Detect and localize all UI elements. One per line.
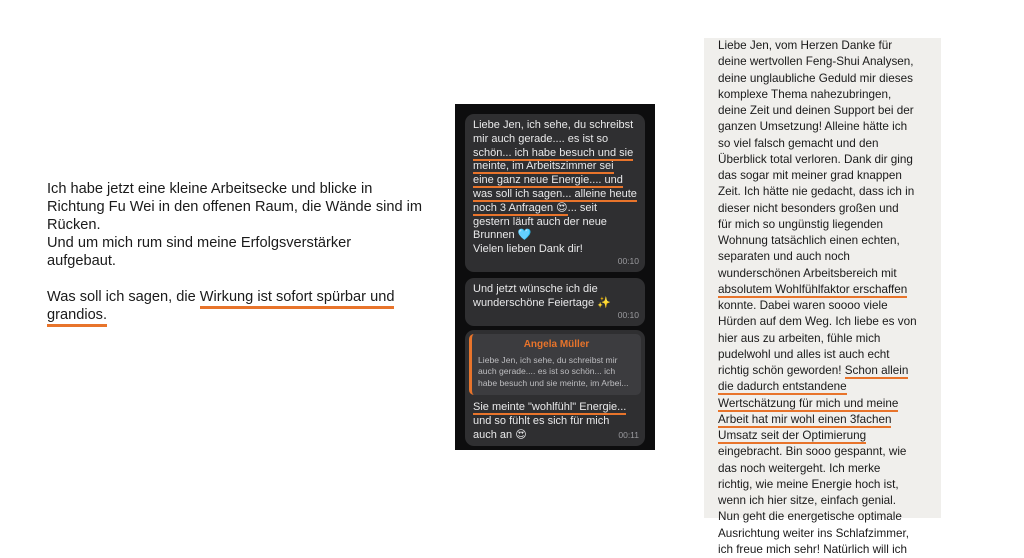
highlighted-text: Wirkung ist sofort spürbar und (200, 289, 395, 309)
message-line (473, 202, 637, 216)
chat-message-bubble (465, 278, 645, 326)
letter-line: deine unglaubliche Geduld mir dieses (718, 71, 913, 85)
message-timestamp: 00:10 (617, 256, 639, 267)
highlighted-text: noch 3 Anfragen 😍 (473, 201, 568, 214)
quoted-line: Liebe Jen, ich sehe, du schreibst mir (478, 354, 618, 365)
letter-line (718, 363, 934, 379)
letter-text (718, 38, 934, 558)
letter-line (718, 379, 934, 395)
message-line: Liebe Jen, ich sehe, du schreibst (473, 119, 634, 131)
highlighted-text: was soll ich sagen... alleine heute (473, 187, 637, 200)
message-line (473, 147, 637, 161)
quoted-sender-name: Angela Müller (523, 339, 590, 350)
letter-line: separaten und auch noch (718, 250, 850, 264)
letter-line: deine Zeit und deinen Support bei der (718, 104, 914, 117)
highlighted-text: meinte, im Arbeitszimmer sei (473, 160, 614, 173)
text-segment: ... seit (567, 201, 597, 214)
letter-line: so viel falsch gemacht und den (718, 136, 879, 150)
message-line: wunderschöne Feiertage ✨ (473, 296, 611, 309)
highlighted-text: Umsatz seit der Optimierung (718, 429, 867, 442)
letter-line: Liebe Jen, vom Herzen Danke für (718, 39, 893, 52)
message-timestamp: 00:11 (618, 430, 639, 441)
chat-screenshot (455, 104, 655, 450)
highlighted-text: die dadurch entstandene (718, 380, 847, 394)
letter-line: richtig, wie meine Energie hoch ist, (718, 477, 899, 491)
paragraph-gap (47, 270, 427, 288)
chat-reply-bubble (465, 330, 645, 446)
message-line: Brunnen 🩵 (473, 229, 532, 242)
letter-line: hier aus zu arbeiten, fühle mich (718, 331, 881, 345)
letter-line: komplexe Thema nahezubringen, (718, 87, 892, 101)
highlighted-text: Schon allein (844, 364, 909, 377)
letter-line: das sogar mit meiner grad knappen (718, 169, 902, 182)
highlighted-text: eine ganz neue Energie.... und (473, 174, 623, 187)
letter-line: Wohnung tatsächlich einen echten, (718, 234, 900, 247)
text-line: Ich habe jetzt eine kleine Arbeitsecke und blicke in (47, 181, 373, 197)
highlighted-text: schön... ich habe besuch und sie (473, 146, 634, 159)
text-line (47, 288, 427, 306)
message-line (473, 174, 637, 188)
text-line: aufgebaut. (47, 253, 116, 269)
text-line: Und um mich rum sind meine Erfolgsverstärker (47, 235, 352, 251)
highlighted-text: absolutem Wohlfühlfaktor erschaffen (718, 282, 908, 296)
letter-line: wunderschönen Arbeitsbereich mit (718, 266, 897, 280)
letter-line: ganzen Umsetzung! Alleine hätte ich (718, 120, 908, 134)
message-line: Und jetzt wünsche ich die (473, 283, 598, 295)
text-segment: richtig schön geworden! (718, 364, 845, 377)
letter-screenshot (704, 38, 941, 556)
letter-line: für mich so ungünstig liegenden (718, 217, 884, 231)
letter-line: dieser nicht besonders großen und (718, 201, 899, 215)
letter-line (718, 282, 934, 298)
letter-line: Zeit. Ich hätte nie gedacht, dass ich in (718, 185, 915, 199)
letter-line: ich freue mich sehr! Natürlich will ich (718, 542, 908, 556)
letter-line: das noch weitergeht. Ich merke (718, 461, 881, 475)
message-line: und so fühlt es sich für mich (473, 415, 610, 428)
letter-line (718, 428, 934, 444)
testimonial-text-left (47, 180, 427, 324)
message-line: auch an 😍 (473, 428, 527, 441)
message-line: Vielen lieben Dank dir! (473, 243, 583, 256)
message-line: gestern läuft auch der neue (473, 215, 607, 228)
message-line: mir auch gerade.... es ist so (473, 132, 609, 145)
letter-line: Überblick total verloren. Dank dir ging (718, 152, 913, 166)
highlighted-text: grandios. (47, 307, 107, 327)
letter-line (718, 412, 934, 428)
text-segment: Was soll ich sagen, die (47, 289, 200, 305)
quoted-line: auch gerade.... es ist so schön... ich (478, 366, 616, 377)
letter-line: pudelwohl und alles ist auch echt (718, 347, 890, 361)
highlighted-text: Arbeit hat mir wohl einen 3fachen (718, 412, 892, 426)
message-line (473, 160, 637, 174)
message-line (473, 188, 637, 202)
letter-line: konnte. Dabei waren soooo viele (718, 299, 888, 312)
highlighted-text: Wertschätzung für mich und meine (718, 396, 899, 410)
chat-message-bubble (465, 114, 645, 272)
message-timestamp: 00:10 (617, 310, 639, 321)
highlighted-text: Sie meinte "wohlfühl" Energie... (473, 401, 627, 414)
message-line (473, 401, 637, 415)
letter-line: deine wertvollen Feng-Shui Analysen, (718, 55, 914, 69)
letter-line (718, 396, 934, 412)
letter-line: Nun geht die energetische optimale (718, 510, 902, 524)
quoted-message[interactable] (469, 334, 641, 395)
text-line: Rücken. (47, 217, 101, 233)
letter-line: Hürden auf dem Weg. Ich liebe es von (718, 315, 917, 329)
letter-line: eingebracht. Bin sooo gespannt, wie (718, 445, 907, 459)
text-line: Richtung Fu Wei in den offenen Raum, die Wände sind im (47, 199, 423, 215)
letter-line: Ausrichtung weiter ins Schlafzimmer, (718, 526, 909, 540)
letter-line: wenn ich hier sitze, einfach genial. (718, 494, 897, 507)
quoted-line: habe besuch und sie meinte, im Arbei... (478, 377, 629, 388)
